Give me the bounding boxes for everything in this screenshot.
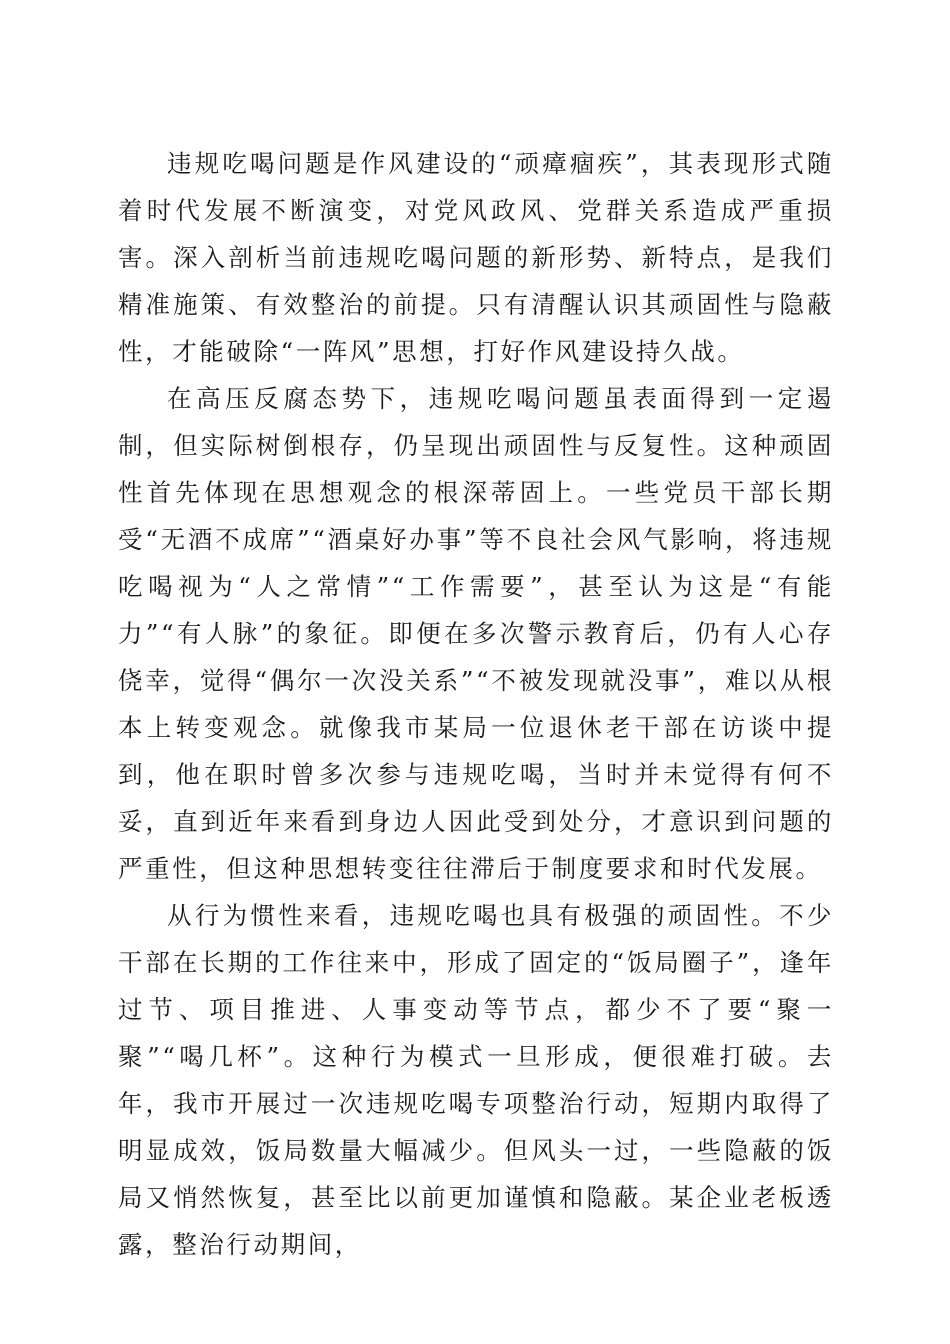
paragraph-1: 违规吃喝问题是作风建设的“顽瘴痼疾”，其表现形式随着时代发展不断演变，对党风政风、党群关系造成严重损害。深入剖析当前违规吃喝问题的新形势、新特点，是我们精准施策、有效整治的前提。只有清醒认识其顽固性与隐蔽性，才能破除“一阵风”思想，打好作风建设持久战。 (118, 149, 834, 366)
paragraph-3: 从行为惯性来看，违规吃喝也具有极强的顽固性。不少干部在长期的工作往来中，形成了固定的“饭局圈子”，逢年过节、项目推进、人事变动等节点，都少不了要“聚一聚”“喝几杯”。这种行为模式一旦形成，便很难打破。去年，我市开展过一次违规吃喝专项整治行动，短期内取得了明显成效，饭局数量大幅减少。但风头一过，一些隐蔽的饭局又悄然恢复，甚至比以前更加谨慎和隐蔽。某企业老板透露，整治行动期间， (118, 901, 834, 1259)
body-text (118, 140, 834, 1268)
paragraph-2: 在高压反腐态势下，违规吃喝问题虽表面得到一定遏制，但实际树倒根存，仍呈现出顽固性与反复性。这种顽固性首先体现在思想观念的根深蒂固上。一些党员干部长期受“无酒不成席”“酒桌好办事”等不良社会风气影响，将违规吃喝视为“人之常情”“工作需要”，甚至认为这是“有能力”“有人脉”的象征。即便在多次警示教育后，仍有人心存侥幸，觉得“偶尔一次没关系”“不被发现就没事”，难以从根本上转变观念。就像我市某局一位退休老干部在访谈中提到，他在职时曾多次参与违规吃喝，当时并未觉得有何不妥，直到近年来看到身边人因此受到处分，才意识到问题的严重性，但这种思想转变往往滞后于制度要求和时代发展。 (118, 384, 834, 883)
